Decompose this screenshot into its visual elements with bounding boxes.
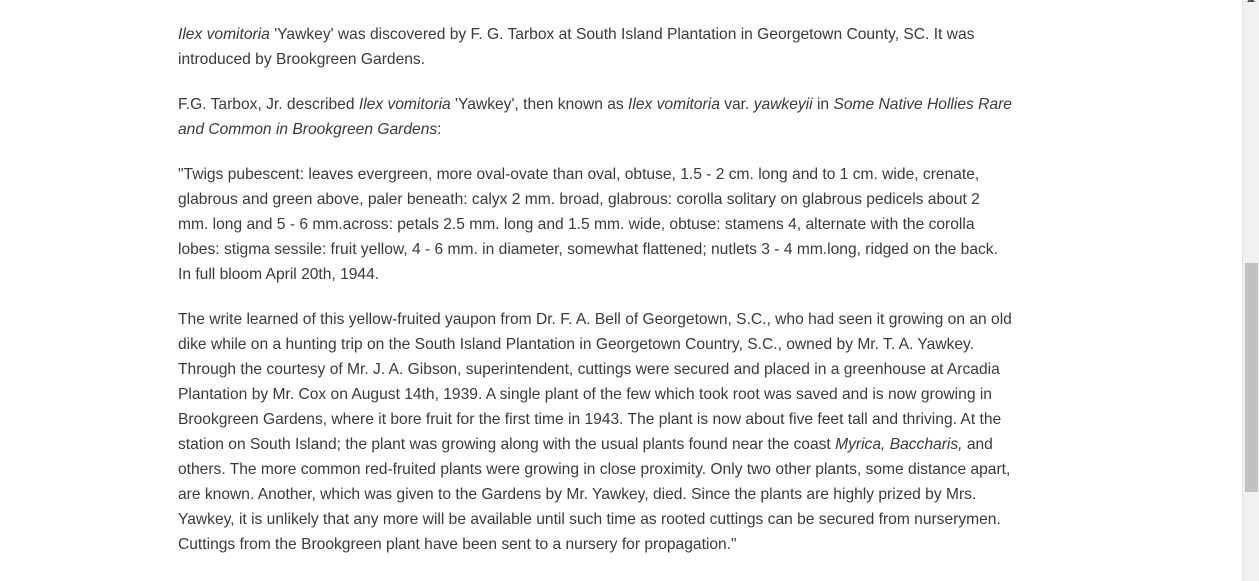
paragraph-description-source (178, 92, 1013, 142)
variety-name: yawkeyii (753, 96, 813, 113)
paragraph-text: 'Yawkey' was discovered by F. G. Tarbox at South Island Plantation in Georgetown County, SC. It was introduced by Brookgreen Gardens. (178, 26, 975, 68)
publication-title: Some Native Hollies Rare and Common in Brookgreen Gardens (178, 96, 1012, 138)
paragraph-text: The write learned of this yellow-fruited yaupon from Dr. F. A. Bell of Georgetown, S.C., who had seen it growing on an old dike while on a hunting trip on the South Island Plantation in Georgetown Country, S.C., owned by Mr. T. A. Yawkey. Through the courtesy of Mr. J. A. Gibson, superintendent, cuttings were secured and placed in a greenhouse at Arcadia Plantation by Mr. Cox on August 14th, 1939. A single plant of the few which took root was saved and is now growing in Brookgreen Gardens, where it bore fruit for the first time in 1943. The plant is now about five feet tall and thriving. At the station on South Island; the plant was growing along with the usual plants found near the coast (178, 311, 1012, 453)
paragraph-botanical-description (178, 162, 1013, 287)
species-name: Ilex vomitoria (358, 96, 451, 113)
species-name: Ilex vomitoria (628, 96, 720, 113)
paragraph-text: 'Yawkey', then known as (450, 96, 629, 113)
paragraph-history (178, 307, 1013, 557)
triangle-up-icon[interactable] (1243, 0, 1259, 8)
article-content (178, 22, 1013, 577)
paragraph-text: in (812, 96, 834, 113)
genus-names: Myrica, Baccharis, (835, 436, 963, 453)
species-name: Ilex vomitoria (178, 26, 270, 43)
paragraph-text: var. (719, 96, 754, 113)
paragraph-text: "Twigs pubescent: leaves evergreen, more oval-ovate than oval, obtuse, 1.5 - 2 cm. long and to 1 cm. wide, crenate, glabrous and green above, paler beneath: calyx 2 mm. broad, glabrous: corolla solitary on glabrous pedicels about 2 mm. long and 5 - 6 mm.across: petals 2.5 mm. long and 1.5 mm. wide, obtuse: stamens 4, alternate with the corolla lobes: stigma sessile: fruit yellow, 4 - 6 mm. in diameter, somewhat flattened; nutlets 3 - 4 mm.long, ridged on the back. In full bloom April 20th, 1944. (178, 166, 998, 283)
paragraph-text: : (437, 121, 442, 138)
vertical-scrollbar[interactable] (1242, 0, 1259, 581)
paragraph-text: and others. The more common red-fruited plants were growing in close proximity. Only two other plants, some distance apart, are known. Another, which was given to the Gardens by Mr. Yawkey, died. Since the plants are highly prized by Mrs. Yawkey, it is unlikely that any more will be available until such time as rooted cuttings can be secured from nurserymen. Cuttings from the Brookgreen plant have been sent to a nursery for propagation." (178, 436, 1011, 553)
paragraph-introduction (178, 22, 1013, 72)
paragraph-text: F.G. Tarbox, Jr. described (178, 96, 359, 113)
scrollbar-thumb[interactable] (1245, 263, 1258, 492)
